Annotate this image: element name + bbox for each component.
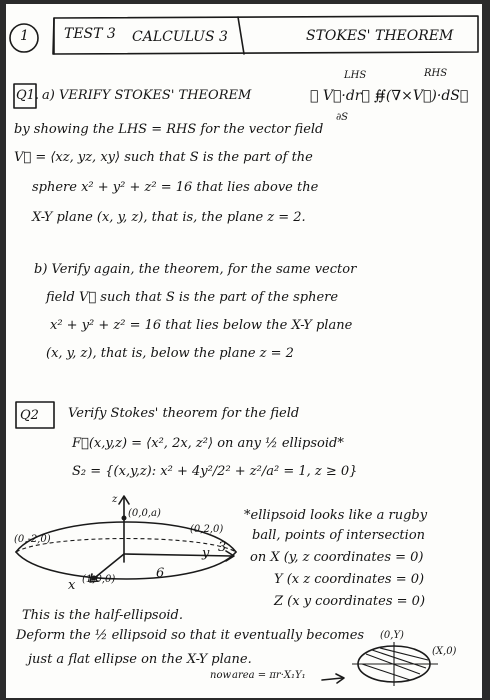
- q1b-line-2: field V⃗ such that S is the part of the sphere: [46, 290, 339, 305]
- q2-line-4: This is the half-ellipsoid.: [22, 608, 184, 623]
- boundary-label: ∂S: [336, 112, 349, 123]
- q1a-line-4: sphere x² + y² + z² = 16 that lies above the: [32, 180, 319, 195]
- test-title: TEST 3: [64, 26, 116, 42]
- ellipsoid-note-1: *ellipsoid looks like a rugby: [244, 508, 428, 523]
- q2-line-5: Deform the ½ ellipsoid so that it eventually becomes: [16, 628, 365, 643]
- lhs-tag: LHS: [344, 70, 367, 81]
- left-point-label: (0,-2,0): [14, 534, 51, 545]
- ellipsoid-note-2: ball, points of intersection: [252, 528, 426, 543]
- q1a-line-5: X-Y plane (x, y, z), that is, the plane z = 2.: [32, 210, 306, 225]
- right-point-label: (0,2,0): [190, 524, 224, 535]
- y-tick-label: 3: [218, 540, 227, 555]
- q1b-line-1: b) Verify again, the theorem, for the same vector: [34, 262, 357, 277]
- question-number: 1: [20, 28, 29, 44]
- q1b-line-3: x² + y² + z² = 16 that lies below the X-Y plane: [50, 318, 353, 333]
- six-label: 6: [156, 566, 165, 581]
- q2-line-3: S₂ = {(x,y,z): x² + 4y²/2² + z²/a² = 1, z ≥ 0}: [72, 464, 358, 479]
- ellipsoid-note-4: Y (x z coordinates = 0): [274, 572, 425, 587]
- ellipsoid-note-5: Z (x y coordinates = 0): [274, 594, 426, 609]
- stokes-rhs: ∬(∇×V⃗)·dS⃗: [374, 88, 469, 104]
- flat-ellipse-right-label: (X,0): [432, 646, 457, 657]
- q2-line-2: F⃗(x,y,z) = ⟨x², 2x, z²⟩ on any ½ ellipsoid*: [72, 436, 344, 451]
- q2-line-6: just a flat ellipse on the X-Y plane.: [28, 652, 252, 667]
- q2-label: Q2: [20, 408, 39, 423]
- stokes-lhs: ∮ V⃗·dr⃗ =: [310, 88, 387, 104]
- y-axis-label: y: [202, 546, 210, 561]
- now-label: now: [210, 670, 232, 681]
- y-axis-line: [124, 554, 232, 556]
- q1a-line-2: by showing the LHS = RHS for the vector field: [14, 122, 324, 137]
- q1b-line-4: (x, y, z), that is, below the plane z = 2: [46, 346, 294, 361]
- area-arrow-line: [322, 678, 342, 680]
- test-sheet: [6, 4, 482, 698]
- rhs-tag: RHS: [424, 68, 448, 79]
- flat-ellipse-top-label: (0,Y): [380, 630, 404, 641]
- z-axis-label: z: [112, 494, 118, 505]
- top-point-label: (0,0,a): [128, 508, 161, 519]
- topic-title: STOKES' THEOREM: [306, 28, 454, 44]
- x-axis-label: x: [68, 578, 76, 593]
- ellipsoid-note-3: on X (y, z coordinates = 0): [250, 550, 424, 565]
- top-point-dot: [122, 516, 127, 521]
- q2-line-1: Verify Stokes' theorem for the field: [68, 406, 300, 421]
- q1a-intro: a) VERIFY STOKES' THEOREM: [42, 88, 252, 103]
- bottom-point-label: (1,0,0): [82, 574, 116, 585]
- course-title: CALCULUS 3: [132, 29, 228, 45]
- q1a-line-3: V⃗ = ⟨xz, yz, xy⟩ such that S is the part of the: [14, 150, 313, 165]
- area-formula: area = πr·X₁Y₁: [232, 670, 306, 681]
- q1-label: Q1.: [16, 88, 40, 103]
